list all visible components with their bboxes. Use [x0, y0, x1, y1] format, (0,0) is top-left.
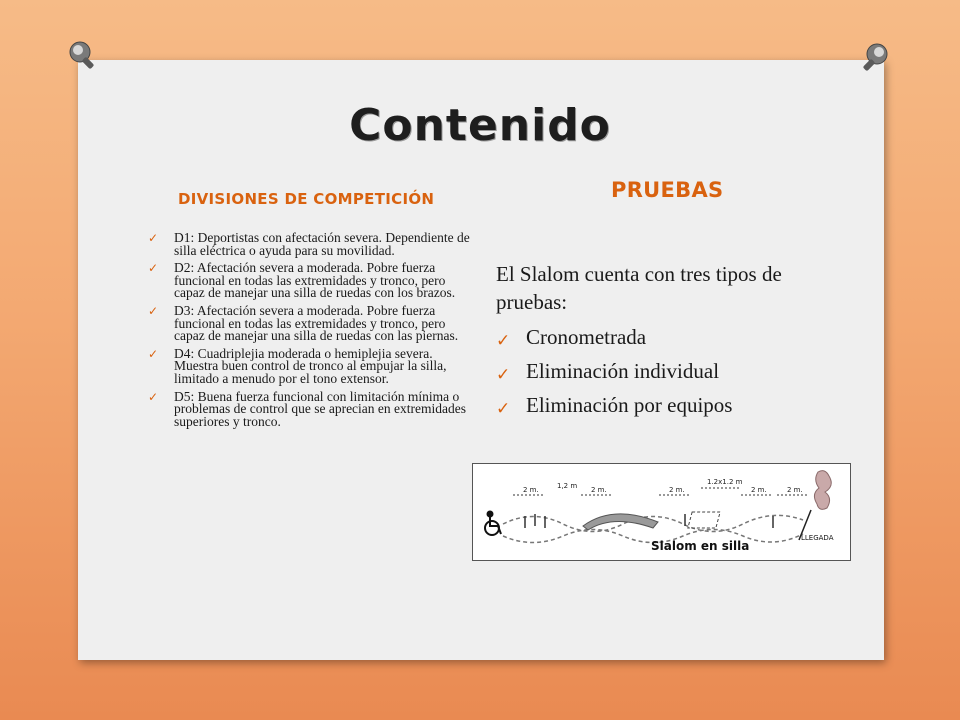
check-icon: ✓: [148, 261, 159, 276]
check-icon: ✓: [496, 331, 511, 351]
distance-labels: [523, 478, 803, 494]
pushpin-icon: [857, 40, 891, 74]
check-icon: ✓: [148, 389, 159, 404]
distance-label: 2 m.: [523, 486, 539, 494]
list-item: ✓ Eliminación por equipos: [496, 391, 856, 420]
tests-intro: El Slalom cuenta con tres tipos de pruebas:: [496, 262, 782, 314]
diagram-caption: Slalom en silla: [651, 539, 750, 553]
distance-label: 2 m.: [787, 486, 803, 494]
distance-label: 2 m.: [669, 486, 685, 494]
list-item: ✓ D1: Deportistas con afectación severa. Dependiente de silla eléctrica o ayuda para su movilidad.: [148, 230, 470, 258]
distance-label: 2 m.: [591, 486, 607, 494]
slalom-course-svg: [473, 464, 850, 560]
logo-emblem: [814, 471, 831, 510]
check-icon: ✓: [148, 231, 159, 245]
wheelchair-icon: [485, 512, 501, 536]
slalom-diagram: [472, 463, 851, 561]
distance-label: 2 m.: [751, 486, 767, 494]
list-item: ✓ Cronometrada: [496, 323, 856, 352]
check-icon: ✓: [496, 399, 511, 419]
finish-label: LLEGADA: [801, 534, 834, 542]
distance-label: 1,2 m: [557, 482, 578, 490]
divisions-heading: DIVISIONES DE COMPETICIÓN: [178, 190, 435, 208]
check-icon: ✓: [496, 365, 511, 385]
check-icon: ✓: [148, 346, 159, 361]
list-item: ✓ D4: Cuadriplejia moderada o hemiplejia severa. Muestra buen control de tronco al empujar la silla, limitado a menudo por el tono extensor.: [148, 345, 447, 386]
list-item: ✓ D2: Afectación severa a moderada. Pobre fuerza funcional en todas las extremidades y tronco, pero capaz de manejar una silla de ruedas con los brazos.: [148, 260, 456, 301]
slide-title: Contenido: [349, 100, 611, 151]
check-icon: ✓: [148, 303, 159, 318]
tests-list: [496, 323, 856, 425]
pushpin-icon: [66, 38, 100, 72]
list-item: ✓ D3: Afectación severa a moderada. Pobre fuerza funcional en todas las extremidades y tronco, pero capaz de manejar una silla de ruedas con las piernas.: [148, 302, 459, 344]
list-item: ✓ Eliminación individual: [496, 357, 856, 386]
tests-heading: PRUEBAS: [611, 178, 724, 202]
turn-square: [688, 512, 720, 528]
divisions-list: [148, 232, 472, 433]
list-item: ✓ D5: Buena fuerza funcional con limitación mínima o problemas de control que se aprecian en extremidades superiores y tronco.: [148, 388, 467, 429]
distance-label: 1.2x1.2 m: [707, 478, 743, 486]
